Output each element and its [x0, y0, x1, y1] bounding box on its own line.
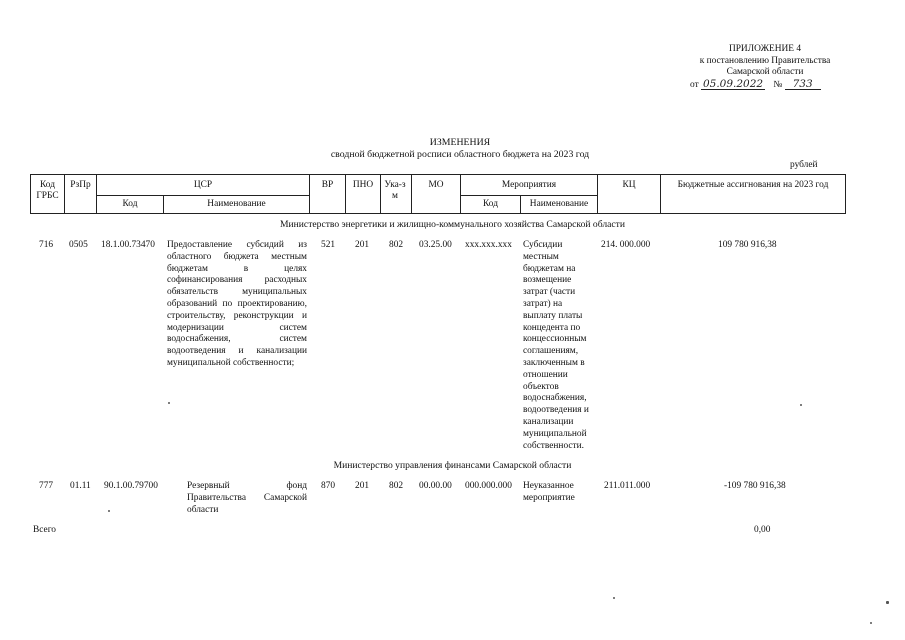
header-csr-name: Наименование	[207, 199, 266, 209]
header-budget: Бюджетные ассигнования на 2023 год	[677, 180, 829, 190]
total-amount: 0,00	[754, 525, 771, 535]
title-subtitle: сводной бюджетной росписи областного бюджета на 2023 год	[330, 149, 590, 160]
cell-pno: 201	[355, 481, 370, 491]
header-mid-border-csr	[96, 195, 309, 196]
decree-date: 05.09.2022	[702, 77, 764, 90]
col-border	[380, 174, 381, 214]
header-event: Мероприятия	[501, 180, 557, 190]
header-kc: КЦ	[622, 180, 636, 190]
cell-csr-code: 18.1.00.73470	[101, 240, 155, 250]
cell-vr: 521	[321, 240, 336, 250]
decree-number: 733	[785, 79, 821, 90]
cell-mo: 00.00.00	[419, 481, 452, 491]
cell-grbs: 716	[39, 240, 54, 250]
header-vr: ВР	[321, 180, 334, 190]
cell-mo: 03.25.00	[419, 240, 452, 250]
cell-event-name: Неуказанное мероприятие	[523, 481, 575, 503]
header-event-name: Наименование	[529, 199, 589, 209]
document-title	[300, 137, 620, 161]
appendix-block	[690, 44, 840, 91]
appendix-date-line	[690, 79, 840, 92]
appendix-decree: к постановлению Правительства	[699, 55, 831, 66]
appendix-region: Самарской области	[726, 67, 804, 77]
header-top-border	[30, 174, 845, 175]
header-rzpr: РзПр	[70, 180, 91, 190]
header-csr: ЦСР	[193, 180, 213, 190]
cell-amount: -109 780 916,38	[724, 481, 786, 491]
header-csr-code: Код	[122, 199, 138, 209]
cell-rzpr: 0505	[69, 240, 88, 250]
date-prefix: от	[690, 79, 699, 90]
header-pno: ПНО	[352, 180, 374, 190]
cell-pno: 201	[355, 240, 370, 250]
cell-event-code: xxx.xxx.xxx	[465, 240, 512, 250]
appendix-title: ПРИЛОЖЕНИЕ 4	[728, 44, 802, 54]
cell-vr: 870	[321, 481, 336, 491]
section-heading: Министерство управления финансами Самарской области	[333, 460, 572, 471]
col-border	[845, 174, 846, 214]
header-mo: МО	[428, 180, 444, 190]
cell-event-name: Субсидии местным бюджетам на возмещение затрат (части затрат) на выплату платы концедента по концессионным соглашениям, заключенным в отношении объектов водоснабжения, водоотведения и канализации муниципальной собственности.	[523, 240, 589, 451]
cell-kc: 214. 000.000	[601, 240, 651, 250]
cell-ukaz: 802	[389, 240, 404, 250]
cell-csr-name: Предоставление субсидий из областного бюджета местным бюджетам в целях софинансирования расходных обязательств муниципальных образований по проектированию, строительству, реконструкции и модернизации систем водоснабжения, систем водоотведения и канализации муниципальной собственности;	[167, 240, 307, 368]
header-mid-border-event	[460, 195, 597, 196]
scan-speck	[886, 601, 889, 604]
cell-event-code: 000.000.000	[465, 481, 512, 491]
scan-speck	[613, 597, 615, 599]
scan-speck	[168, 402, 170, 404]
cell-amount: 109 780 916,38	[718, 240, 777, 250]
cell-csr-code: 90.1.00.79700	[104, 481, 158, 491]
scan-speck	[870, 622, 872, 624]
header-ukaz: Ука-зм	[384, 180, 406, 201]
cell-grbs: 777	[39, 481, 54, 491]
units-label: рублей	[790, 160, 818, 170]
header-event-code: Код	[483, 199, 498, 209]
cell-kc: 211.011.000	[604, 481, 651, 491]
number-prefix: №	[773, 79, 783, 90]
scan-speck	[800, 404, 802, 406]
section-heading: Министерство энергетики и жилищно-коммунального хозяйства Самарской области	[280, 219, 625, 230]
cell-ukaz: 802	[389, 481, 404, 491]
scan-speck	[108, 510, 110, 512]
cell-rzpr: 01.11	[70, 481, 91, 491]
cell-csr-name: Резервный фонд Правительства Самарской области	[187, 481, 307, 515]
title-main: ИЗМЕНЕНИЯ	[429, 137, 491, 148]
total-label: Всего	[33, 525, 56, 535]
header-grbs: Код ГРБС	[36, 180, 59, 201]
header-bottom-border	[30, 213, 845, 214]
